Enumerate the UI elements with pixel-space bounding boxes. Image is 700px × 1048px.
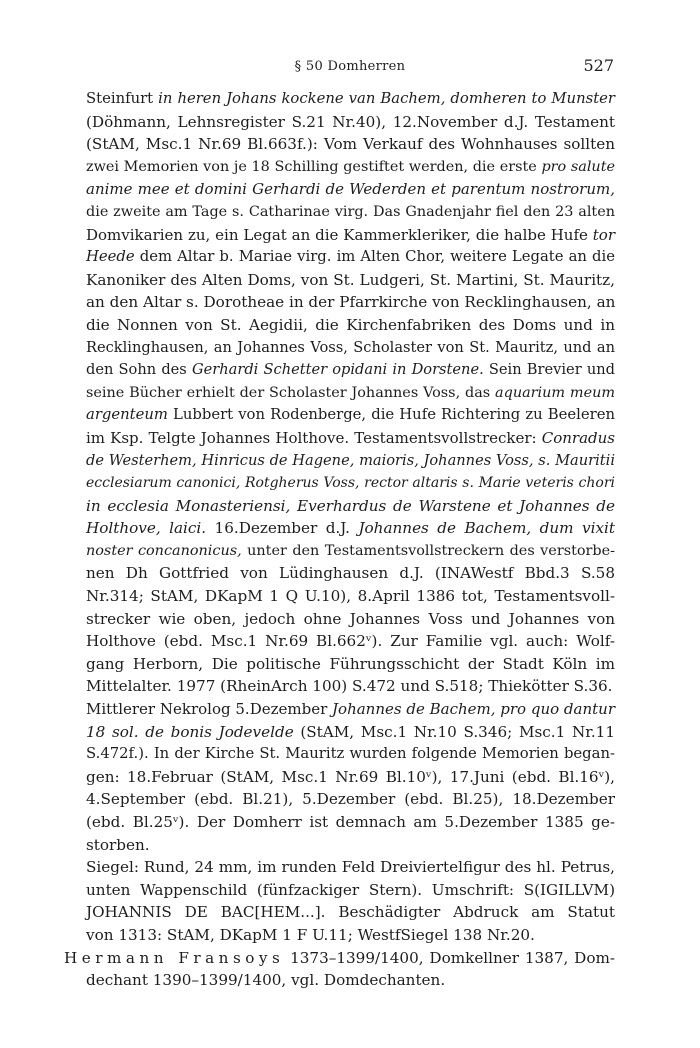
text-run: gen: 18.Februar (StAM, Msc.1 Nr.69 Bl.10ᵛ), 17.Juni (ebd. Bl.16ᵛ), [86,767,615,786]
text-run: Nr.314; StAM, DKapM 1 Q U.10), 8.April 1386 tot, Testamentsvoll- [86,587,615,606]
text-line [86,585,615,608]
text-run: (Döhmann, Lehnsregister S.21 Nr.40), 12.November d.J. Testament [86,112,615,131]
text-run: Recklinghausen, an Johannes Voss, Scholaster von St. Mauritz, und an [86,338,615,356]
text-run: Mittelalter. 1977 (RheinArch 100) S.472 und S.518; Thiekötter S.36. [86,677,613,696]
text-run: dem Altar b. Mariae virg. im Alten Chor, weitere Legate an die [134,248,615,266]
text-run: 4.September (ebd. Bl.21), 5.Dezember (ebd. Bl.25), 18.Dezember [86,790,615,809]
text-run: die Nonnen von St. Aegidii, die Kirchenfabriken des Doms und in [86,315,615,334]
text-run: in ecclesia Monasteriensi, Everhardus de Warstene et Johannes de [86,496,615,515]
text-run: Lubbert von Rodenberge, die Hufe Richtering zu Beeleren [167,406,615,424]
text-line [86,562,615,585]
text-line [86,969,615,992]
text-line [86,901,615,924]
text-run: Sein Brevier und [483,361,615,379]
text-run: den Sohn des [86,361,192,379]
text-run: die zweite am Tage s. Catharinae virg. Das Gnadenjahr fiel den 23 alten [86,203,615,220]
text-run: (ebd. Bl.25ᵛ). Der Domherr ist demnach am 5.Dezember 1385 ge- [86,813,615,831]
text-line [86,224,615,247]
text-run: Conradus [541,428,615,447]
text-line [86,834,615,857]
text-line [86,427,615,450]
text-run: noster concanonicus, [86,542,242,559]
text-line [86,495,615,518]
text-run: JOHANNIS DE BAC[HEM...]. Beschädigter Abdruck am Statut [86,903,615,922]
text-run: anime mee et domini Gerhardi de Wederden et parentum nostrorum, [86,180,615,199]
text-line [86,88,615,111]
text-line [86,743,615,766]
text-line [86,133,615,156]
text-line [86,788,615,811]
text-run: aquarium meum [495,384,615,401]
text-run: dechant 1390–1399/1400, vgl. Domdechanten. [86,971,446,990]
text-run: an den Altar s. Dorotheae in der Pfarrkirche von Recklinghausen, an [86,293,616,312]
text-run: Holthove, laici. [86,519,207,538]
text-run: von 1313: StAM, DKapM 1 F U.11; WestfSiegel 138 Nr.20. [86,925,535,944]
page-header [86,56,614,78]
text-line [86,472,615,495]
text-run: 16.Dezember d.J. [206,519,359,538]
text-line [86,608,615,631]
text-run: Siegel: Rund, 24 mm, im runden Feld Dreiviertelfigur des hl. Petrus, [86,858,615,877]
text-line [86,291,615,314]
text-line [86,924,615,947]
text-run: pro salute [541,158,615,175]
text-run: storben. [86,835,150,854]
text-run: de Westerhem, Hinricus de Hagene, maioris, Johannes Voss, s. Mauritii [86,451,615,469]
text-line [86,721,615,744]
text-run: Johannes de Bachem, pro quo dantur [332,700,615,719]
text-run: 18 sol. de bonis Jodevelde [86,722,294,741]
text-line [86,698,615,721]
text-run: seine Bücher erhielt der Scholaster Johannes Voss, das [86,384,496,401]
running-head: § 50 Domherren [294,59,406,74]
text-line [86,630,615,653]
text-line [86,337,615,360]
text-line [86,856,615,879]
text-run: Johannes de Bachem, dum vixit [358,519,615,538]
text-line [64,947,615,970]
text-line [86,653,615,676]
text-line [86,246,615,269]
text-line [86,517,615,540]
text-line [86,766,615,789]
text-run: 1373–1399/1400, Domkellner 1387, Dom- [284,948,615,967]
text-run: im Ksp. Telgte Johannes Holthove. Testamentsvollstrecker: [86,428,542,447]
text-run: argenteum [86,406,168,424]
text-run: nen Dh Gottfried von Lüdinghausen d.J. (INAWestf Bbd.3 S.58 [86,564,615,583]
text-run: in heren Johans kockene van Bachem, domheren to Munster [158,90,615,107]
text-line [86,404,615,427]
text-run: Steinfurt [86,90,159,107]
text-run: (StAM, Msc.1 Nr.10 S.346; Msc.1 Nr.11 [293,722,615,741]
text-run: Heede [86,248,135,266]
text-run: unter den Testamentsvollstreckern des verstorbe- [241,542,615,559]
page-number: 527 [583,56,614,75]
body-text [64,88,616,992]
text-run: zwei Memorien von je 18 Schilling gestiftet werden, die erste [86,158,542,175]
text-line [86,269,615,292]
text-line [86,675,615,698]
text-line [86,540,615,563]
text-line [86,156,615,179]
text-run: ecclesiarum canonici, Rotgherus Voss, rector altaris s. Marie veteris chori [86,475,615,492]
text-run: Hermann Fransoys [64,948,285,967]
text-line [86,359,615,382]
text-run: unten Wappenschild (fünfzackiger Stern). Umschrift: S(IGILLVM) [86,880,615,899]
text-line [86,811,615,834]
text-line [86,111,615,134]
text-run: tor [592,225,615,244]
text-line [86,314,615,337]
text-line [86,178,615,201]
text-line [86,450,615,473]
text-run: Holthove (ebd. Msc.1 Nr.69 Bl.662ᵛ). Zur Familie vgl. auch: Wolf- [86,632,615,651]
text-run: S.472f.). In der Kirche St. Mauritz wurden folgende Memorien began- [86,745,615,763]
text-line [86,382,615,405]
text-run: (StAM, Msc.1 Nr.69 Bl.663f.): Vom Verkauf des Wohnhauses sollten [86,135,615,154]
text-run: Gerhardi Schetter opidani in Dorstene. [191,361,484,379]
text-run: gang Herborn, Die politische Führungsschicht der Stadt Köln im [86,654,615,673]
text-run: Mittlerer Nekrolog 5.Dezember [86,700,333,719]
text-run: Domvikarien zu, ein Legat an die Kammerkleriker, die halbe Hufe [86,225,593,244]
text-run: Kanoniker des Alten Doms, von St. Ludgeri, St. Martini, St. Mauritz, [86,270,615,289]
text-line [86,201,615,224]
text-run: strecker wie oben, jedoch ohne Johannes Voss und Johannes von [86,609,615,628]
text-line [86,879,615,902]
